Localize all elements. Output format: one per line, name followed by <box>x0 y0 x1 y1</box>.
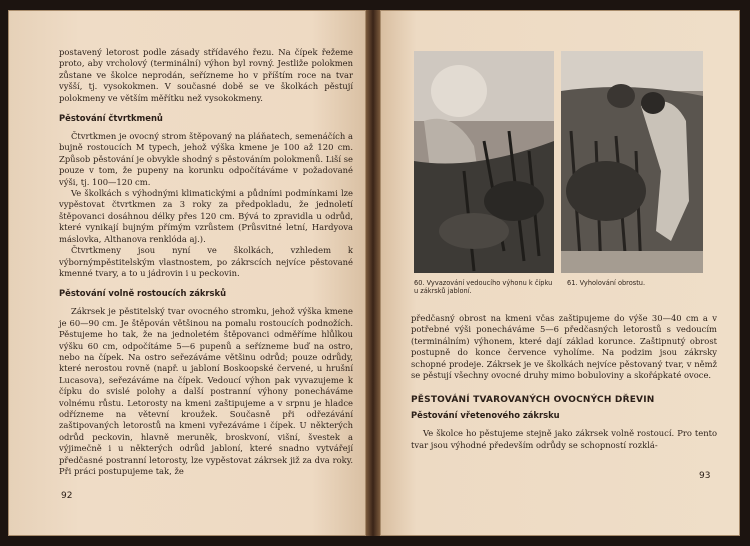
photo-image <box>414 51 554 273</box>
section-heading: Pěstování volně rostoucích zákrsků <box>59 288 227 299</box>
paragraph: Čtvrtkmeny jsou nyní ve školkách, vzhledem k výbornýmpěstitelským vlastnostem, po zákrscích nejvíce pěstované kmenné tvary, a to u jádrovin i u peckovin. <box>59 245 353 278</box>
right-page-text <box>411 313 717 451</box>
paragraph: předčasný obrost na kmeni včas zaštipujeme do výše 30—40 cm a v potřebné výši ponecháváme 5—6 předčasných letorostů s vedoucím (terminálním) výhonem, které dají základ korunce. Zaštipnutý obrost postupně do konce července vyholíme. Na podzim jsou zákrsky schopné prodeje. Zákrsek je ve školkách nejvíce pěstovaný tvar, v němž se pěstují všechny ovocné druhy mimo bobuloviny a skořápkaté ovoce. <box>411 313 717 381</box>
photo-tying-leader <box>414 51 554 273</box>
chapter-heading: PĚSTOVÁNÍ TVAROVANÝCH OVOCNÝCH DŘEVIN <box>411 395 655 406</box>
paragraph: Čtvrtkmen je ovocný strom štěpovaný na pláňatech, semenáčích a bujně rostoucích M typech, jehož výška kmene je 100 až 120 cm. Způsob pěstování je obvykle shodný s pěstováním polokmenů. Liší se pouze v tom, že pupeny na korunku odpočítáváme v požadované výši, tj. 100—120 cm. <box>59 131 353 187</box>
page-number: 92 <box>61 491 73 501</box>
paragraph: postavený letorost podle zásady střídavého řezu. Na čípek řežeme proto, aby vrcholový (terminální) výhon byl rovný. Jestliže polokmen zůstane ve školce neprodán, seřízneme ho v příštím roce na tvar vyšší, tj. vysokokmen. V současné době se ve školkách pěstují polokmeny ve větším měřítku než vysokokmeny. <box>59 47 353 103</box>
book-spine <box>366 10 380 536</box>
section-heading: Pěstování čtvrtkmenů <box>59 113 163 124</box>
photo-caption: 61. Vyholování obrostu. <box>567 279 646 287</box>
left-page <box>8 10 366 536</box>
left-page-text <box>59 47 353 477</box>
photo-caption: 60. Vyvazování vedoucího výhonu k čípku u zákrsků jabloní. <box>414 279 553 296</box>
paragraph: Zákrsek je pěstitelský tvar ovocného stromku, jehož výška kmene je 60—90 cm. Je štěpován většinou na pomalu rostoucích podnožích. Pěstujeme ho tak, že na jednoletém štěpovanci odměříme hlůlkou výšku 60 cm, odpočítáme 5—6 pupenů a seřízneme buď na ostro, nebo na čípek. Na ostro seřezáváme většinu odrůd; pouze odrůdy, které nerostou rovně (např. u jabloní Boskoopské červené, u hrušní Lucasova), seřezáváme na čípek. Vedoucí výhon pak vyvazujeme k čípku do svislé polohy a další postranní výhony ponecháváme volnému růstu. Letorosty na kmeni zaštipujeme a v srpnu je hladce odřízneme na větevní kroužek. Současně při odřezávání zaštipovaných letorostů na kmeni vyřezáváme i čípek. U některých odrůd peckovin, hlavně meruněk, broskvoní, višní, švestek a výjimečně i u některých odrůd jabloní, které snadno vytvářejí předčasné postranní letorosty, lze vypěstovat zákrsek již za dva roky. Při práci postupujeme tak, že <box>59 306 353 476</box>
paragraph: Ve školkách s výhodnými klimatickými a půdními podmínkami lze vypěstovat čtvrtkmen za 3 roky za předpokladu, že jednoletí štěpovanci dosáhnou délky přes 120 cm. Bývá to zpravidla u odrůd, které vynikají bujným přímým vzrůstem (Průsvitné letní, Hardyova máslovka, Althanova renklóda aj.). <box>59 188 353 244</box>
right-page <box>380 10 740 536</box>
page-number: 93 <box>699 471 711 481</box>
open-book <box>8 10 740 536</box>
photo-image <box>561 51 703 273</box>
photo-removing-shoots <box>561 51 703 273</box>
section-heading: Pěstování vřetenového zákrsku <box>411 410 560 421</box>
paragraph: Ve školce ho pěstujeme stejně jako zákrsek volně rostoucí. Pro tento tvar jsou výhodné především odrůdy se schopností rozklá- <box>411 428 717 450</box>
